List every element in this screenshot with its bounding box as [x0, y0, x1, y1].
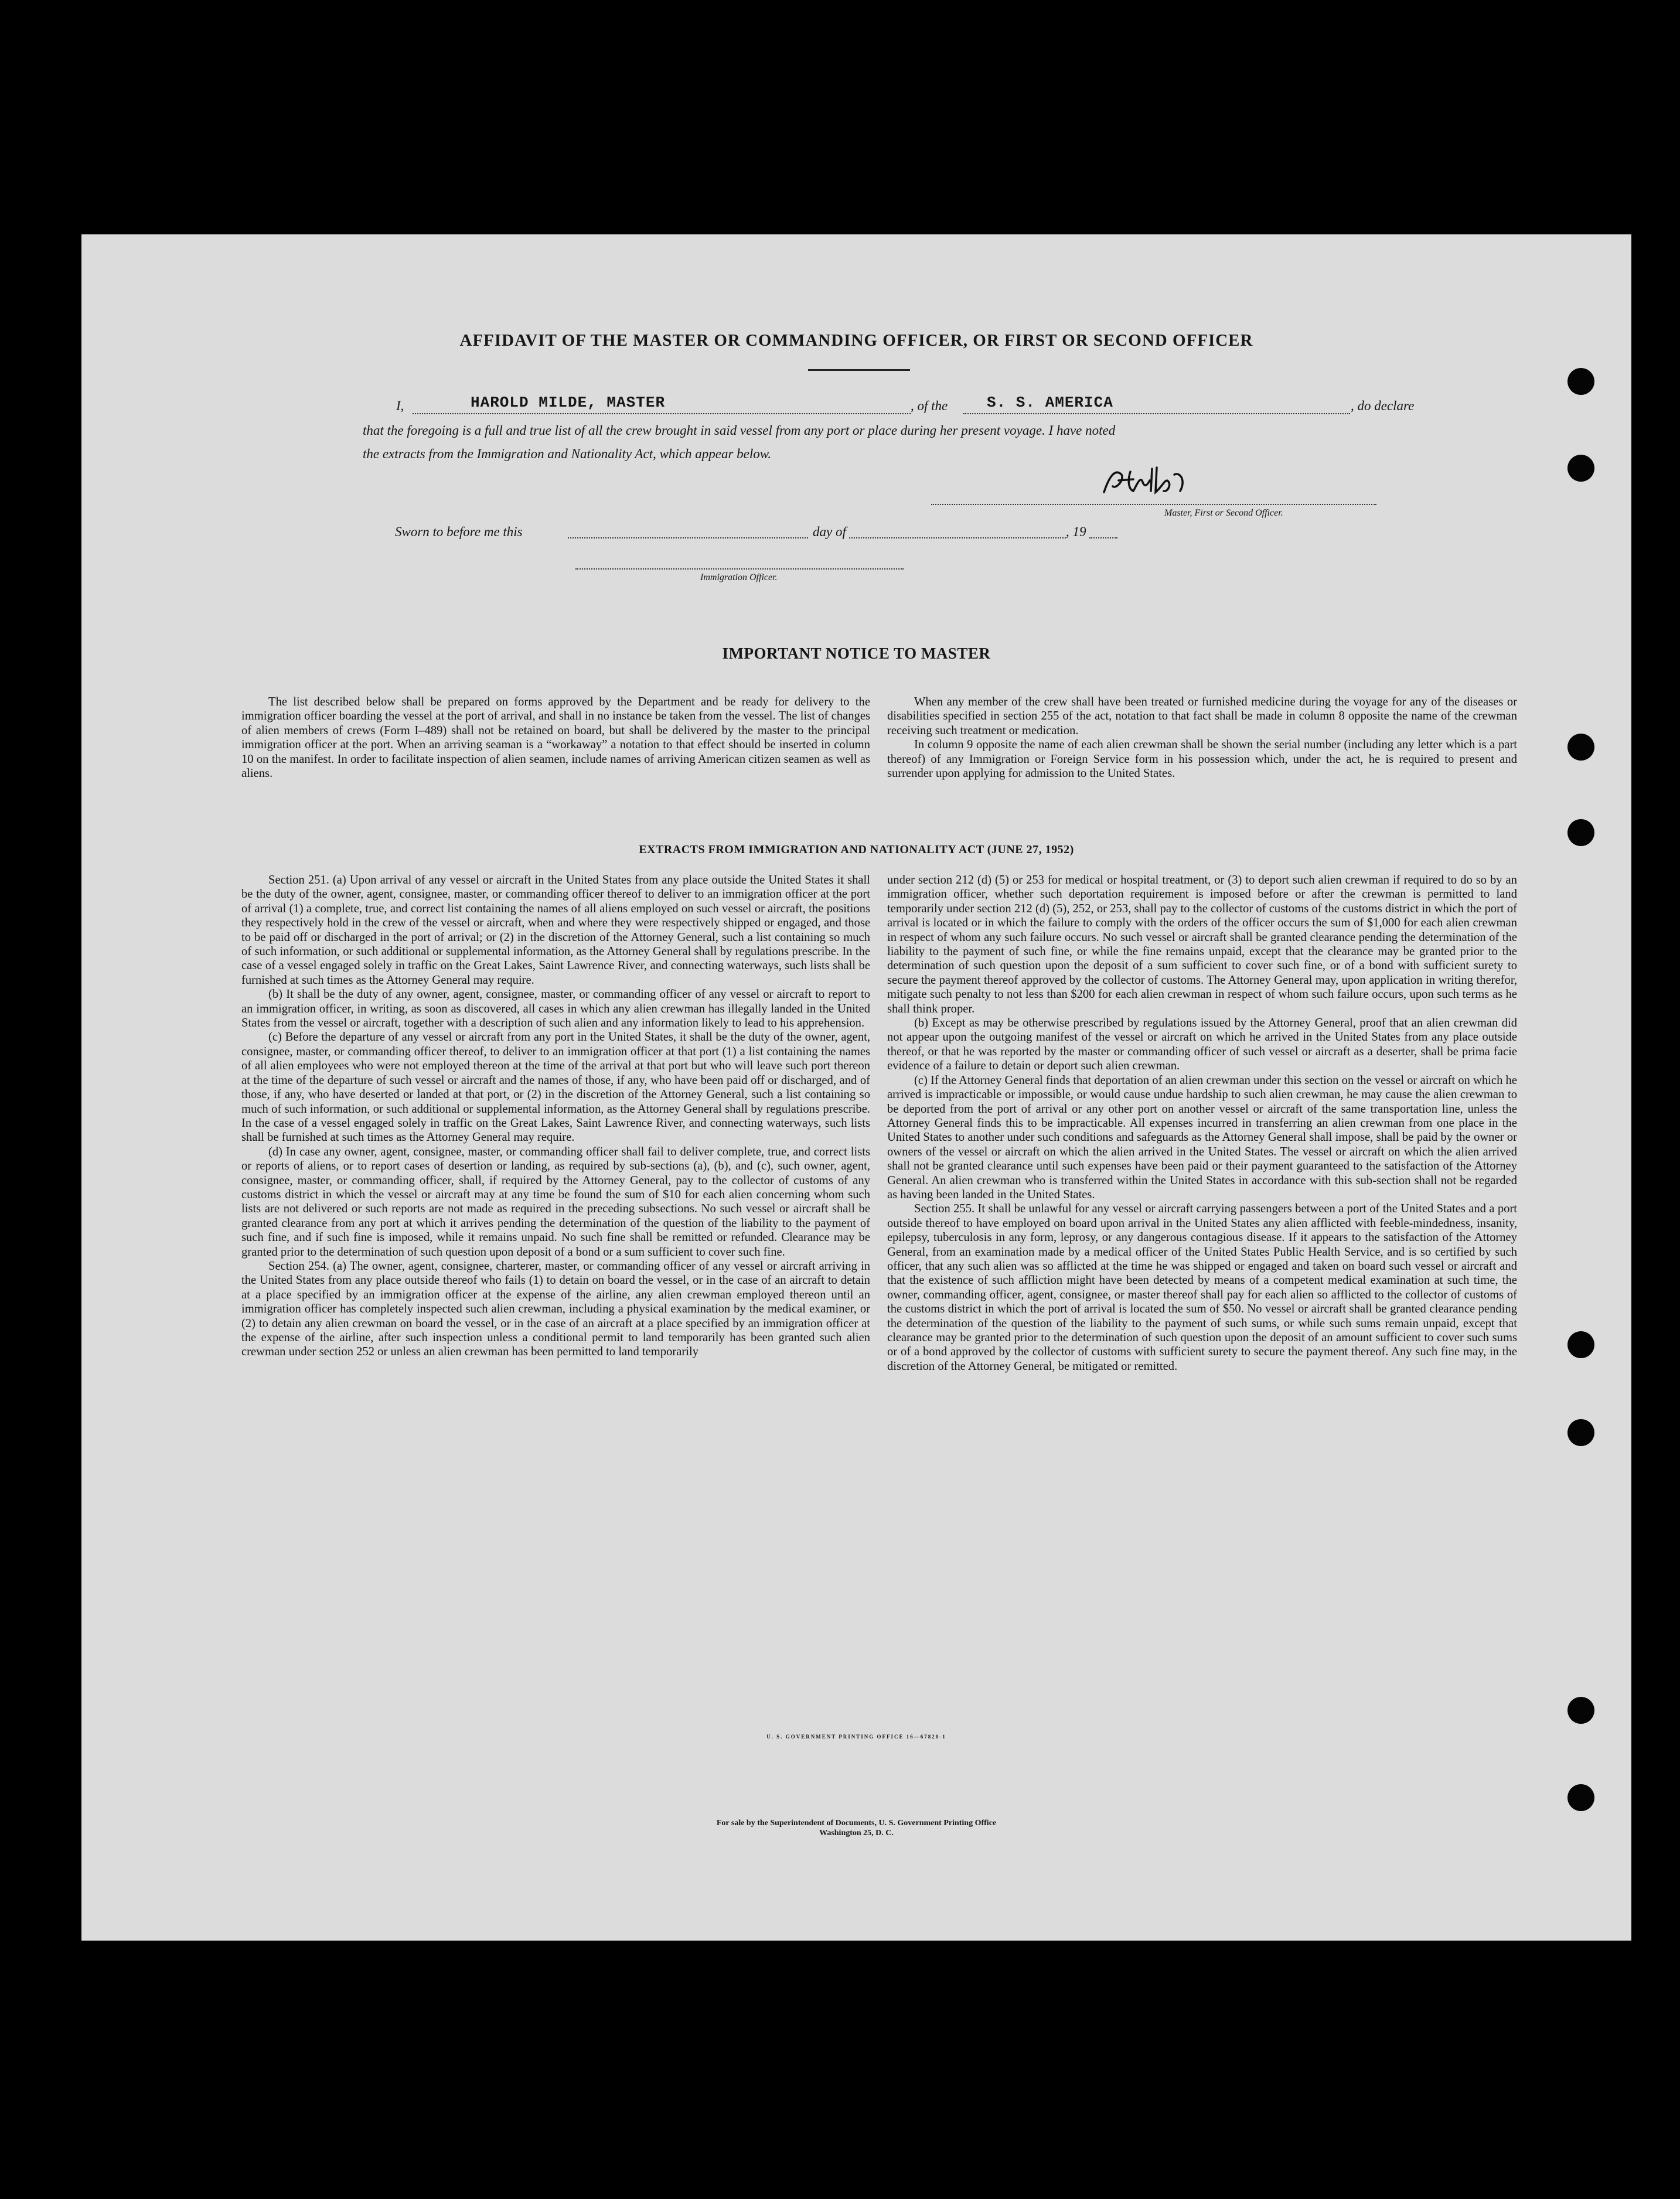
title-rule [808, 369, 910, 371]
sale-line-2: Washington 25, D. C. [819, 1829, 894, 1837]
section-251b: (b) It shall be the duty of any owner, agent, consignee, master, or commanding officer of any vessel or aircraft to report to an immigration officer, in writing, as soon as discovered, all cases in which any alien crewman has illegally landed in the United States from the vessel or aircraft, together with a description of such alien and any information likely to lead to his apprehension. [241, 988, 870, 1030]
sale-line-1: For sale by the Superintendent of Documents, U. S. Government Printing Office [716, 1819, 997, 1828]
day-of-label: day of [813, 524, 846, 539]
extracts-title: EXTRACTS FROM IMMIGRATION AND NATIONALITY ACT (JUNE 27, 1952) [639, 843, 1074, 856]
punch-hole [1567, 1697, 1594, 1724]
extracts-right-column [887, 873, 1517, 1373]
section-251a: Section 251. (a) Upon arrival of any vessel or aircraft in the United States from any place outside the United States it shall be the duty of the owner, agent, consignee, master, or commanding officer thereof to deliver to an immigration officer at the port of arrival (1) a complete, true, and correct list containing the names of all aliens employed on such vessel or aircraft, the positions they respectively hold in the crew of the vessel or aircraft, when and where they were respectively shipped or engaged, and those to be paid off or discharged in the port of arrival; or (2) in the discretion of the Attorney General, such a list containing so much of such information, or such additional or supplemental information, as the Attorney General shall by regulations prescribe. In the case of a vessel engaged solely in traffic on the Great Lakes, Saint Lawrence River, and connecting waterways, such lists shall be furnished at such times as the Attorney General may require. [241, 874, 870, 987]
notice-paragraph: When any member of the crew shall have been treated or furnished medicine during the voyage for any of the diseases or disabilities specified in section 255 of the act, notation to that fact shall be made in column 8 opposite the name of the crewman receiving such treatment or medication. [887, 696, 1517, 737]
sworn-day-line [568, 537, 808, 538]
do-declare-label: , do declare [1351, 398, 1415, 413]
section-251d: (d) In case any owner, agent, consignee, master, or commanding officer shall fail to deliver complete, true, and correct lists or reports of aliens, or to report cases of desertion or landing, as required by sub-sections (a), (b), and (c), such owner, agent, consignee, master, or commanding officer, shall, if required by the Attorney General, pay to the collector of customs of any customs district in which the vessel or aircraft may at any time be found the sum of $10 for each alien concerning whom such lists are not delivered or such reports are not made as required in the preceding subsections. No such vessel or aircraft shall be granted clearance from any port at which it arrives pending the determination of the question of the liability to the payment of such fine, and if such fine is imposed, while it remains unpaid. No such fine shall be remitted or refunded. Clearance may be granted prior to the determination of such question upon deposit of a bond or a sum sufficient to cover such fine. [241, 1145, 870, 1259]
of-the-label: , of the [911, 398, 948, 413]
punch-hole [1567, 819, 1594, 846]
extracts-left-column [241, 873, 870, 1359]
declarant-line [413, 413, 911, 414]
affidavit-title: AFFIDAVIT OF THE MASTER OR COMMANDING OFFICER, OR FIRST OR SECOND OFFICER [459, 331, 1253, 350]
punch-hole [1567, 1331, 1594, 1358]
signature-line [931, 504, 1376, 505]
signature-caption: Master, First or Second Officer. [1164, 508, 1283, 518]
gpo-imprint: U. S. GOVERNMENT PRINTING OFFICE 16—67820-1 [766, 1734, 946, 1740]
immigration-officer-line [575, 568, 904, 570]
section-254b: (b) Except as may be otherwise prescribed by regulations issued by the Attorney General, proof that an alien crewman did not appear upon the outgoing manifest of the vessel or aircraft on which he arrived in the United States from any place outside thereof, or that he was reported by the master or commanding officer of such vessel or aircraft as a deserter, shall be prima facie evidence of a failure to detain or deport such alien crewman. [887, 1017, 1517, 1073]
punch-hole [1567, 455, 1594, 482]
statement-line-1: that the foregoing is a full and true list of all the crew brought in said vessel from any port or place during her present voyage. I have noted [363, 423, 1116, 438]
vessel-line [963, 413, 1350, 414]
section-254c: (c) If the Attorney General finds that deportation of an alien crewman under this section on the vessel or aircraft on which he arrived is impracticable or impossible, or would cause undue hardship to such alien crewman, he may cause the alien crewman to be deported from the port of arrival or any other port on another vessel or aircraft of the same transportation line, unless the Attorney General finds this to be impracticable. All expenses incurred in transferring an alien crewman from one place in the United States to another under such conditions and safeguards as the Attorney General shall impose, shall be paid by the owner or owners of the vessel or aircraft on which the alien arrived in the United States. The vessel or aircraft on which the alien arrived shall not be granted clearance until such expenses have been paid or their payment guaranteed to the satisfaction of the Attorney General. An alien crewman who is transferred within the United States in accordance with this sub-section shall not be regarded as having been landed in the United States. [887, 1073, 1517, 1201]
section-254a-continued: under section 212 (d) (5) or 253 for medical or hospital treatment, or (3) to deport such alien crewman if required to do so by an immigration officer, whether such deportation requirement is imposed before or after the crewman is permitted to land temporarily under section 212 (d) (5), 252, or 253, shall pay to the collector of customs of the customs district in which the port of arrival is located or in which the failure to comply with the orders of the officer occurs the sum of $1,000 for each alien crewman in respect of whom any such failure occurs. No such vessel or aircraft shall be granted clearance pending the determination of the liability to the payment of such fine, or while the fine remains unpaid, except that the clearance may be granted prior to the determination of such question upon the deposit of a sum sufficient to cover such fine, or of a bond with sufficient surety to secure the payment thereof approved by the collector of customs. The Attorney General may, upon application in writing therefor, mitigate such penalty to not less than $200 for each alien crewman in respect of whom such failure occurs, upon such terms as he shall think proper. [887, 874, 1517, 1015]
punch-hole [1567, 1419, 1594, 1446]
sworn-text: Sworn to before me this [395, 524, 523, 539]
section-254a: Section 254. (a) The owner, agent, consignee, charterer, master, or commanding officer of any vessel or aircraft arriving in the United States from any place outside thereof who fails (1) to detain on board the vessel, or in the case of an aircraft to detain at a place specified by an immigration officer at the expense of the airline, any alien crewman employed thereon until an immigration officer has completely inspected such alien crewman, including a physical examination by the medical examiner, or (2) to detain any alien crewman on board the vessel, or in the case of an aircraft at a place specified by an immigration officer at the expense of the airline, after such inspection unless a conditional permit to land temporarily has been granted such alien crewman under section 252 or unless an alien crewman has been permitted to land temporarily [241, 1259, 870, 1359]
punch-hole [1567, 1784, 1594, 1811]
handwritten-signature [1098, 463, 1215, 498]
notice-paragraph: In column 9 opposite the name of each alien crewman shall be shown the serial number (including any letter which is a part thereof) of any Immigration or Foreign Service form in his possession which, under the act, he is required to present and surrender upon applying for admission to the United States. [887, 738, 1517, 780]
notice-right-column [887, 695, 1517, 780]
notice-title: IMPORTANT NOTICE TO MASTER [722, 645, 991, 662]
statement-line-2: the extracts from the Immigration and Nationality Act, which appear below. [363, 446, 772, 461]
declarant-name: HAROLD MILDE, MASTER [471, 394, 666, 411]
section-255: Section 255. It shall be unlawful for any vessel or aircraft carrying passengers between a port of the United States and a port outside thereof to have employed on board upon arrival in the United States any alien afflicted with feeble-mindedness, insanity, epilepsy, tuberculosis in any form, leprosy, or any dangerous contagious disease. If it appears to the satisfaction of the Attorney General, from an examination made by a medical officer of the United States Public Health Service, and is so certified by such officer, that any such alien was so afflicted at the time he was shipped or engaged and taken on board such vessel or aircraft and that the existence of such affliction might have been detected by means of a competent medical examination at such time, the owner, commanding officer, agent, consignee, or master thereof shall pay for each alien so afflicted to the collector of customs of the customs district in which the port of arrival is located the sum of $50. No vessel or aircraft shall be granted clearance pending the determination of the question of the liability to the payment of such sums, or while such sums remain unpaid, except that clearance may be granted prior to the determination of such question upon the deposit of an amount sufficient to cover such sums or of a bond approved by the collector of customs with sufficient surety to secure the payment thereof. Any such fine may, in the discretion of the Attorney General, be mitigated or remitted. [887, 1202, 1517, 1373]
year-prefix: , 19 [1066, 524, 1086, 539]
punch-hole [1567, 368, 1594, 395]
sworn-month-line [849, 537, 1066, 538]
section-251c: (c) Before the departure of any vessel or aircraft from any port in the United States, it shall be the duty of the owner, agent, consignee, master, or commanding officer thereof, to deliver to an immigration officer at that port (1) a list containing the names of all alien employees who were not employed thereon at the time of the arrival at that port but who will leave such port thereon at the time of the departure of such vessel or aircraft and the names of those, if any, who have been paid off or discharged, and of those, if any, who have deserted or landed at that port, or (2) in the discretion of the Attorney General, such a list containing so much of such information, or such additional or supplemental information, as the Attorney General shall by regulations prescribe. In the case of a vessel engaged solely in traffic on the Great Lakes, Saint Lawrence River, and connecting waterways, such lists shall be furnished at such times as the Attorney General may require. [241, 1031, 870, 1144]
sworn-year-line [1089, 537, 1117, 538]
document-page [81, 234, 1631, 1941]
declarant-prefix: I, [396, 398, 404, 413]
punch-hole [1567, 734, 1594, 761]
notice-left-column [241, 695, 870, 780]
vessel-name: S. S. AMERICA [987, 394, 1113, 411]
notice-paragraph: The list described below shall be prepared on forms approved by the Department and be ready for delivery to the immigration officer boarding the vessel at the port of arrival, and shall in no instance be taken from the vessel. The list of changes of alien members of crews (Form I–489) shall not be retained on board, but shall be delivered by the master to the principal immigration officer at the port. When an arriving seaman is a “workaway” a notation to that effect should be inserted in column 10 on the manifest. In order to facilitate inspection of alien seamen, include names of arriving American citizen seamen as well as aliens. [241, 696, 870, 780]
immigration-officer-caption: Immigration Officer. [700, 572, 778, 582]
sale-notice [81, 1818, 1631, 1838]
